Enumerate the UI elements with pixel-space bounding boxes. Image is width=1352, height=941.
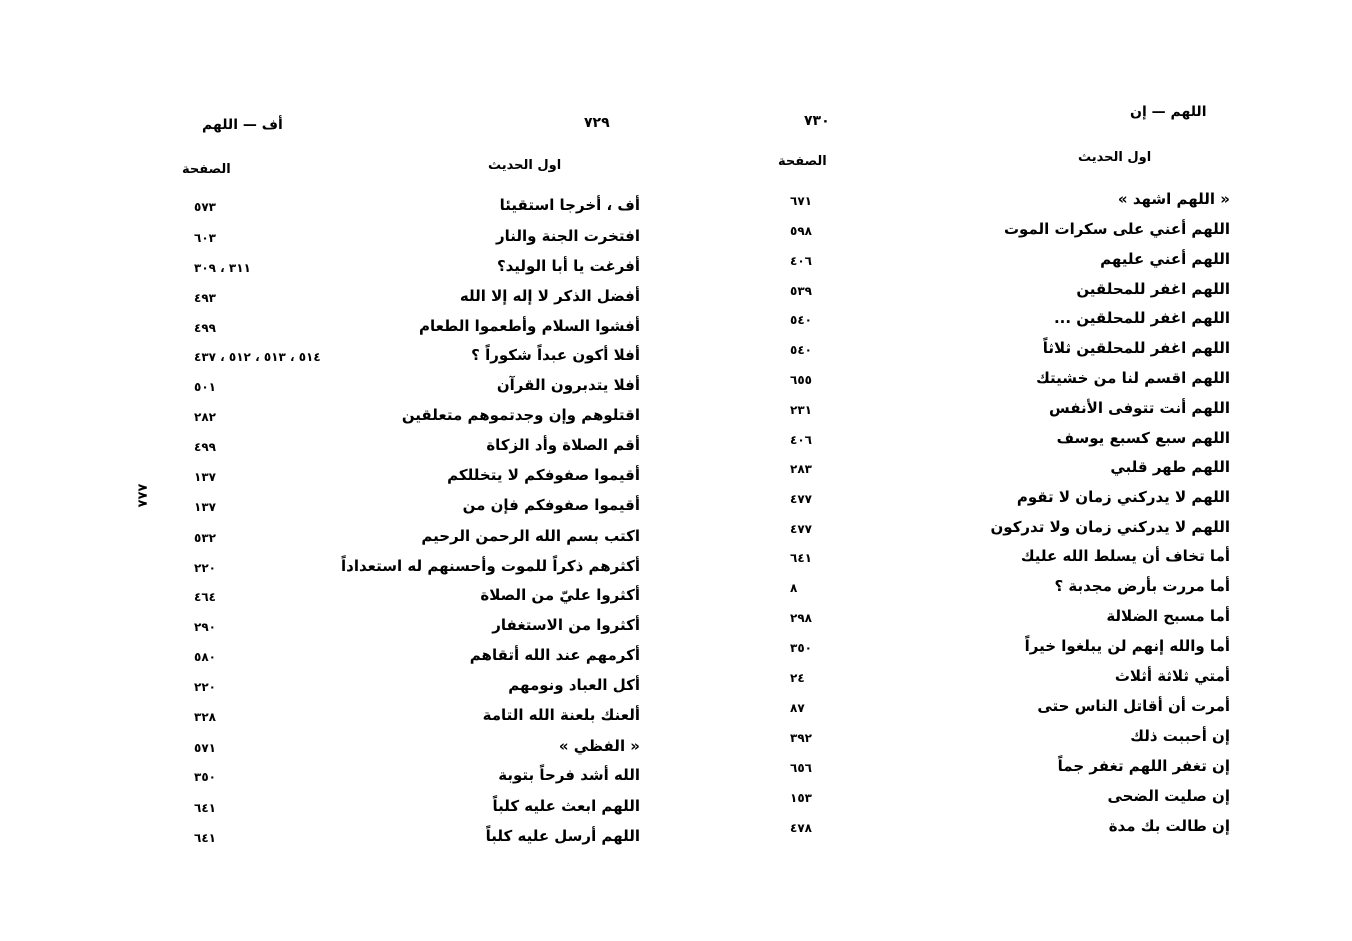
- index-entry-text: افتخرت الجنة والنار: [495, 227, 640, 245]
- index-entry-page: ٦٤١: [790, 551, 812, 565]
- index-entry-text: أفرغت يا أبا الوليد؟: [496, 257, 640, 275]
- index-entry-page: ٤٩٣: [194, 291, 216, 305]
- index-entry-text: اللهم أعني على سكرات الموت: [1003, 220, 1230, 238]
- right-col-header-page: الصفحة: [778, 154, 827, 169]
- index-entry-page: ٤٦٤: [194, 590, 216, 604]
- index-entry-text: أقيموا صفوفكم لا يتخللكم: [447, 466, 640, 484]
- margin-folio: ٨٨٨: [134, 483, 150, 508]
- index-entry-page: ٥٣٩: [790, 284, 812, 298]
- index-entry-text: أما والله إنهم لن يبلغوا خيراً: [1024, 637, 1230, 655]
- index-entry-text: إن صليت الضحى: [1107, 787, 1230, 805]
- index-entry-text: اللهم أرسل عليه كلباً: [485, 827, 640, 845]
- left-running-head: أف — اللهم: [202, 117, 283, 133]
- index-entry-page: ٢٣١: [790, 403, 812, 417]
- index-entry-text: أكل العباد ونومهم: [508, 676, 640, 694]
- index-entry-text: إن تغفر اللهم تغفر جماً: [1057, 757, 1230, 775]
- index-entry-text: اللهم اقسم لنا من خشيتك: [1036, 369, 1230, 387]
- index-entry-page: ١٥٣: [790, 791, 812, 805]
- index-entry-text: « اللهم اشهد »: [1117, 190, 1230, 208]
- index-entry-text: اللهم لا يدركني زمان ولا تدركون: [990, 518, 1230, 536]
- index-entry-page: ١٣٧: [194, 500, 216, 514]
- index-entry-text: اللهم أنت تتوفى الأنفس: [1049, 399, 1230, 417]
- index-entry-text: إن أحببت ذلك: [1130, 727, 1230, 745]
- index-entry-text: أكثرهم ذكراً للموت وأحسنهم له استعداداً: [341, 557, 640, 575]
- index-entry-text: اقتلوهم وإن وجدتموهم متعلقين: [401, 406, 640, 424]
- index-entry-text: أقيموا صفوفكم فإن من: [462, 496, 640, 514]
- left-col-header-hadith: اول الحديث: [488, 158, 562, 173]
- index-entry-text: اكتب بسم الله الرحمن الرحيم: [421, 527, 640, 545]
- left-col-header-page: الصفحة: [182, 162, 231, 177]
- index-entry-page: ٨: [790, 581, 798, 595]
- index-entry-page: ٢٨٣: [790, 462, 812, 476]
- index-entry-text: ألعنك بلعنة الله التامة: [482, 706, 640, 724]
- index-entry-page: ٨٧: [790, 701, 805, 715]
- right-col-header-hadith: اول الحديث: [1078, 150, 1152, 165]
- index-entry-text: اللهم أعني عليهم: [1100, 250, 1230, 268]
- index-entry-page: ١٣٧: [194, 470, 216, 484]
- index-entry-page: ٣١١ ، ٣٠٩: [194, 261, 251, 275]
- index-entry-text: الله أشد فرحاً بتوبة: [498, 766, 640, 784]
- index-entry-page: ٥٠١: [194, 380, 216, 394]
- index-entry-text: أكثروا عليّ من الصلاة: [480, 586, 640, 604]
- index-entry-text: اللهم اغفر للمحلقين ثلاثاً: [1042, 339, 1230, 357]
- index-entry-page: ٥٤٠: [790, 313, 812, 327]
- index-entry-text: اللهم اغفر للمحلقين ...: [1053, 309, 1230, 327]
- index-entry-page: ٦٤١: [194, 801, 216, 815]
- index-entry-text: إن طالت بك مدة: [1108, 817, 1230, 835]
- index-entry-text: أفشوا السلام وأطعموا الطعام: [418, 317, 640, 335]
- index-entry-page: ٤٩٩: [194, 321, 216, 335]
- index-entry-text: أما تخاف أن يسلط الله عليك: [1020, 547, 1230, 565]
- index-entry-page: ٣٩٢: [790, 731, 812, 745]
- index-entry-text: « الفظي »: [558, 737, 640, 755]
- index-entry-text: اللهم ابعث عليه كلباً: [492, 797, 640, 815]
- left-page-number: ٧٢٩: [584, 115, 610, 131]
- index-entry-text: اللهم سبع كسبع يوسف: [1056, 429, 1230, 447]
- index-entry-text: اللهم طهر قلبي: [1110, 458, 1230, 476]
- index-entry-page: ٢٢٠: [194, 680, 216, 694]
- index-entry-text: أكثروا من الاستغفار: [492, 616, 640, 634]
- index-entry-page: ٦٥٦: [790, 761, 812, 775]
- index-entry-page: ٥١٤ ، ٥١٣ ، ٥١٢ ، ٤٣٧: [194, 350, 321, 364]
- index-entry-page: ٦٥٥: [790, 373, 812, 387]
- index-entry-text: أمرت أن أقاتل الناس حتى: [1037, 697, 1230, 715]
- index-entry-text: أفلا يتدبرون القرآن: [496, 376, 640, 394]
- index-entry-page: ٢٤: [790, 671, 805, 685]
- index-entry-text: أكرمهم عند الله أتقاهم: [469, 646, 640, 664]
- index-entry-page: ٥٤٠: [790, 343, 812, 357]
- index-entry-page: ٢٩٠: [194, 620, 216, 634]
- index-entry-page: ٣٥٠: [790, 641, 812, 655]
- index-entry-text: أقم الصلاة وأد الزكاة: [486, 436, 640, 454]
- index-entry-page: ٦٠٣: [194, 231, 216, 245]
- right-page-number: ٧٣٠: [804, 113, 830, 129]
- index-entry-text: اللهم لا يدركني زمان لا تقوم: [1016, 488, 1230, 506]
- index-entry-page: ٤٠٦: [790, 433, 812, 447]
- index-entry-page: ٢٩٨: [790, 611, 812, 625]
- index-entry-page: ٢٢٠: [194, 561, 216, 575]
- index-entry-page: ٥٧١: [194, 741, 216, 755]
- index-entry-page: ٤٩٩: [194, 440, 216, 454]
- index-entry-text: أما مسبح الضلالة: [1106, 607, 1230, 625]
- index-entry-page: ٦٧١: [790, 194, 812, 208]
- right-running-head: اللهم — إن: [1130, 104, 1207, 120]
- index-entry-page: ٣٢٨: [194, 710, 216, 724]
- index-entry-text: أف ، أخرجا استقيئا: [499, 196, 640, 214]
- index-entry-page: ٢٨٢: [194, 410, 216, 424]
- index-entry-page: ٦٤١: [194, 831, 216, 845]
- index-entry-page: ٥٩٨: [790, 224, 812, 238]
- index-entry-page: ٤٧٧: [790, 492, 812, 506]
- index-entry-page: ٥٣٢: [194, 531, 216, 545]
- index-entry-text: أما مررت بأرض مجدبة ؟: [1054, 577, 1230, 595]
- index-entry-page: ٤٧٨: [790, 821, 812, 835]
- index-entry-text: اللهم اغفر للمحلقين: [1076, 280, 1230, 298]
- index-entry-page: ٤٧٧: [790, 522, 812, 536]
- index-entry-text: أفضل الذكر لا إله إلا الله: [459, 287, 640, 305]
- index-entry-page: ٣٥٠: [194, 770, 216, 784]
- index-entry-page: ٥٧٣: [194, 200, 216, 214]
- index-entry-text: أفلا أكون عبداً شكوراً ؟: [471, 346, 640, 364]
- index-entry-page: ٤٠٦: [790, 254, 812, 268]
- index-entry-text: أمتي ثلاثة أثلاث: [1114, 667, 1230, 685]
- index-entry-page: ٥٨٠: [194, 650, 216, 664]
